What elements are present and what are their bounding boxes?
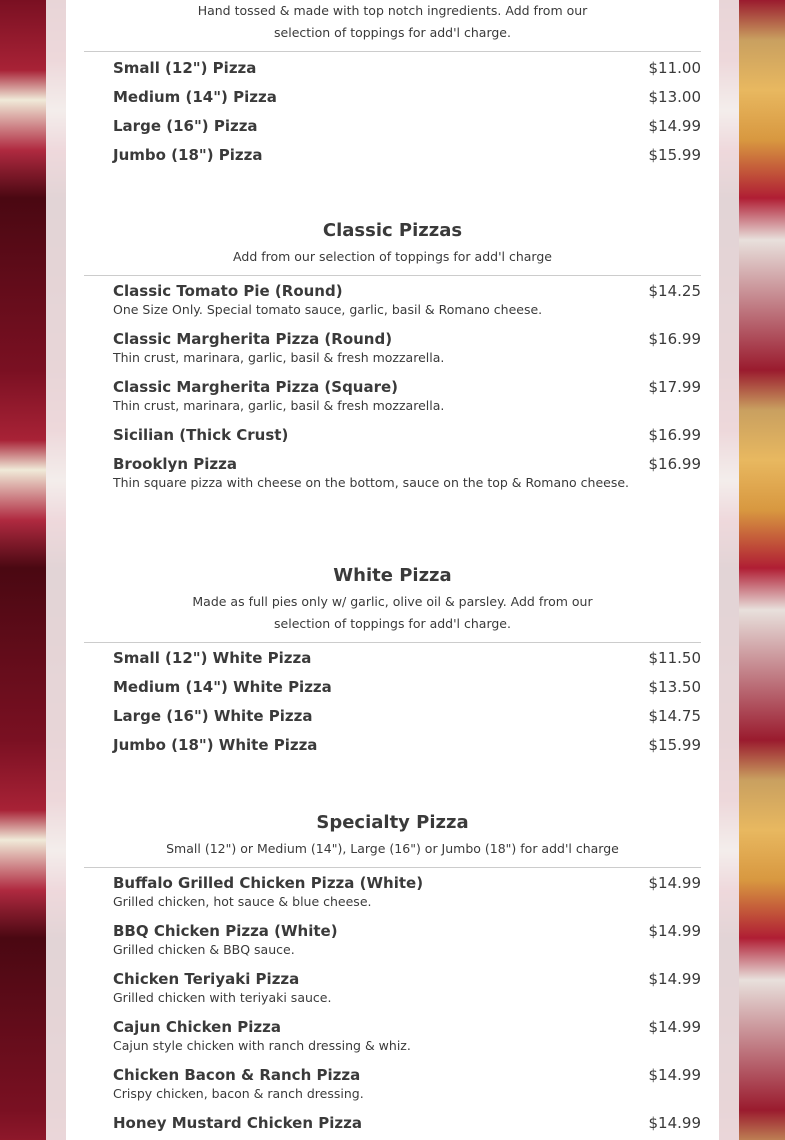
menu-item[interactable] <box>84 1109 701 1138</box>
item-name: Sicilian (Thick Crust) <box>113 426 289 444</box>
menu-item[interactable] <box>84 965 701 1013</box>
menu-item[interactable] <box>84 869 701 917</box>
menu-item[interactable] <box>84 421 701 450</box>
item-name: Brooklyn Pizza <box>113 455 237 473</box>
item-price: $14.99 <box>648 1066 701 1084</box>
item-price: $16.99 <box>648 330 701 348</box>
menu-item[interactable] <box>84 673 701 702</box>
item-description: Grilled chicken, hot sauce & blue cheese. <box>113 894 372 909</box>
item-price: $14.99 <box>648 1114 701 1132</box>
item-name: BBQ Chicken Pizza (White) <box>113 922 338 940</box>
item-description: Grilled chicken with teriyaki sauce. <box>113 990 332 1005</box>
menu-item[interactable] <box>84 644 701 673</box>
item-price: $13.50 <box>648 678 701 696</box>
menu-item[interactable] <box>84 325 701 373</box>
background-photo-left <box>0 0 46 1140</box>
item-description: One Size Only. Special tomato sauce, garlic, basil & Romano cheese. <box>113 302 543 317</box>
item-description: Thin square pizza with cheese on the bottom, sauce on the top & Romano cheese. <box>113 475 630 490</box>
item-name: Large (16") Pizza <box>113 117 258 135</box>
item-description: Thin crust, marinara, garlic, basil & fresh mozzarella. <box>113 398 445 413</box>
item-name: Jumbo (18") Pizza <box>113 146 263 164</box>
item-description: Thin crust, marinara, garlic, basil & fresh mozzarella. <box>113 350 445 365</box>
item-name: Classic Margherita Pizza (Square) <box>113 378 399 396</box>
menu-item[interactable] <box>84 1013 701 1061</box>
item-name: Buffalo Grilled Chicken Pizza (White) <box>113 874 424 892</box>
item-price: $15.99 <box>648 146 701 164</box>
item-price: $16.99 <box>648 455 701 473</box>
menu-item[interactable] <box>84 1061 701 1109</box>
menu-section-pizza <box>84 0 701 170</box>
menu-item[interactable] <box>84 450 701 498</box>
menu-item[interactable] <box>84 702 701 731</box>
item-price: $14.25 <box>648 282 701 300</box>
background-photo-right <box>739 0 785 1140</box>
item-name: Chicken Teriyaki Pizza <box>113 970 300 988</box>
item-description: Grilled chicken & BBQ sauce. <box>113 942 295 957</box>
item-name: Classic Margherita Pizza (Round) <box>113 330 393 348</box>
item-price: $14.99 <box>648 922 701 940</box>
item-name: Large (16") White Pizza <box>113 707 313 725</box>
item-name: Honey Mustard Chicken Pizza <box>113 1114 362 1132</box>
item-name: Classic Tomato Pie (Round) <box>113 282 343 300</box>
item-name: Small (12") Pizza <box>113 59 257 77</box>
item-price: $13.00 <box>648 88 701 106</box>
item-description: Cajun style chicken with ranch dressing & whiz. <box>113 1038 411 1053</box>
section-description: Small (12") or Medium (14"), Large (16") or Jumbo (18") for add'l charge <box>166 841 619 856</box>
section-title: White Pizza <box>333 565 452 586</box>
item-price: $15.99 <box>648 736 701 754</box>
item-price: $14.99 <box>648 970 701 988</box>
menu-section-white <box>84 564 701 760</box>
menu-item[interactable] <box>84 83 701 112</box>
item-name: Chicken Bacon & Ranch Pizza <box>113 1066 361 1084</box>
item-name: Medium (14") Pizza <box>113 88 277 106</box>
item-price: $11.50 <box>648 649 701 667</box>
section-description: Hand tossed & made with top notch ingredients. Add from our selection of toppings for add'l charge. <box>197 3 588 40</box>
item-price: $16.99 <box>648 426 701 444</box>
menu-item[interactable] <box>84 731 701 760</box>
menu-item[interactable] <box>84 112 701 141</box>
item-name: Small (12") White Pizza <box>113 649 312 667</box>
item-name: Jumbo (18") White Pizza <box>113 736 318 754</box>
menu-item[interactable] <box>84 141 701 170</box>
item-price: $17.99 <box>648 378 701 396</box>
menu-section-specialty <box>84 811 701 1138</box>
menu-item[interactable] <box>84 917 701 965</box>
section-description: Made as full pies only w/ garlic, olive oil & parsley. Add from our selection of toppings for add'l charge. <box>192 594 593 631</box>
menu-section-classic <box>84 219 701 498</box>
item-price: $14.99 <box>648 117 701 135</box>
item-name: Medium (14") White Pizza <box>113 678 332 696</box>
menu-item[interactable] <box>84 373 701 421</box>
item-name: Cajun Chicken Pizza <box>113 1018 281 1036</box>
section-title: Specialty Pizza <box>316 812 469 833</box>
item-price: $11.00 <box>648 59 701 77</box>
section-description: Add from our selection of toppings for add'l charge <box>233 249 552 264</box>
section-title: Classic Pizzas <box>322 220 463 241</box>
item-description: Crispy chicken, bacon & ranch dressing. <box>113 1086 364 1101</box>
item-price: $14.99 <box>648 1018 701 1036</box>
item-price: $14.99 <box>648 874 701 892</box>
menu-item[interactable] <box>84 54 701 83</box>
item-price: $14.75 <box>648 707 701 725</box>
menu-item[interactable] <box>84 277 701 325</box>
